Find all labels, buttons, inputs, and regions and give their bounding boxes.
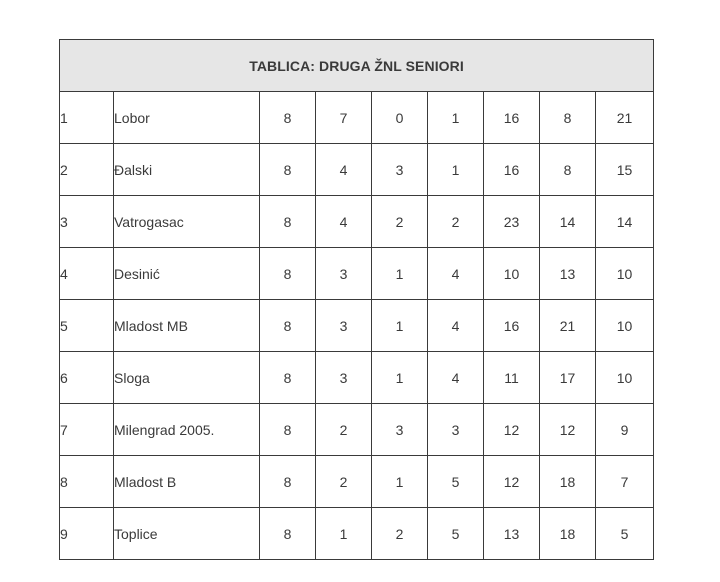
won-cell: 3 — [316, 352, 372, 404]
points-cell: 10 — [596, 248, 654, 300]
won-cell: 7 — [316, 92, 372, 144]
goals-for-cell: 12 — [484, 456, 540, 508]
played-cell: 8 — [260, 404, 316, 456]
table-row — [60, 456, 654, 508]
table-title: TABLICA: DRUGA ŽNL SENIORI — [60, 40, 654, 92]
table-row — [60, 404, 654, 456]
rank-cell: 6 — [60, 352, 114, 404]
rank-cell: 9 — [60, 508, 114, 560]
won-cell: 4 — [316, 196, 372, 248]
rank-cell: 2 — [60, 144, 114, 196]
played-cell: 8 — [260, 196, 316, 248]
lost-cell: 5 — [428, 456, 484, 508]
drawn-cell: 2 — [372, 508, 428, 560]
goals-for-cell: 23 — [484, 196, 540, 248]
points-cell: 10 — [596, 300, 654, 352]
lost-cell: 4 — [428, 352, 484, 404]
drawn-cell: 2 — [372, 196, 428, 248]
goals-against-cell: 8 — [540, 92, 596, 144]
drawn-cell: 0 — [372, 92, 428, 144]
points-cell: 7 — [596, 456, 654, 508]
drawn-cell: 1 — [372, 352, 428, 404]
goals-for-cell: 10 — [484, 248, 540, 300]
played-cell: 8 — [260, 92, 316, 144]
goals-against-cell: 14 — [540, 196, 596, 248]
drawn-cell: 3 — [372, 404, 428, 456]
team-name-cell: Sloga — [114, 352, 260, 404]
team-name-cell: Đalski — [114, 144, 260, 196]
drawn-cell: 1 — [372, 300, 428, 352]
lost-cell: 1 — [428, 92, 484, 144]
team-name-cell: Toplice — [114, 508, 260, 560]
goals-against-cell: 12 — [540, 404, 596, 456]
table-row — [60, 300, 654, 352]
goals-for-cell: 13 — [484, 508, 540, 560]
played-cell: 8 — [260, 144, 316, 196]
standings-table-container — [59, 39, 653, 560]
goals-against-cell: 18 — [540, 456, 596, 508]
rank-cell: 5 — [60, 300, 114, 352]
goals-against-cell: 18 — [540, 508, 596, 560]
goals-for-cell: 16 — [484, 92, 540, 144]
drawn-cell: 1 — [372, 456, 428, 508]
lost-cell: 2 — [428, 196, 484, 248]
table-row — [60, 144, 654, 196]
goals-against-cell: 17 — [540, 352, 596, 404]
goals-against-cell: 13 — [540, 248, 596, 300]
rank-cell: 8 — [60, 456, 114, 508]
team-name-cell: Mladost B — [114, 456, 260, 508]
team-name-cell: Lobor — [114, 92, 260, 144]
rank-cell: 1 — [60, 92, 114, 144]
points-cell: 10 — [596, 352, 654, 404]
table-row — [60, 92, 654, 144]
won-cell: 3 — [316, 248, 372, 300]
goals-for-cell: 16 — [484, 300, 540, 352]
goals-for-cell: 16 — [484, 144, 540, 196]
team-name-cell: Desinić — [114, 248, 260, 300]
standings-table — [59, 39, 654, 560]
won-cell: 3 — [316, 300, 372, 352]
team-name-cell: Mladost MB — [114, 300, 260, 352]
played-cell: 8 — [260, 300, 316, 352]
played-cell: 8 — [260, 456, 316, 508]
table-row — [60, 196, 654, 248]
goals-against-cell: 8 — [540, 144, 596, 196]
lost-cell: 4 — [428, 300, 484, 352]
table-row — [60, 248, 654, 300]
team-name-cell: Milengrad 2005. — [114, 404, 260, 456]
goals-against-cell: 21 — [540, 300, 596, 352]
points-cell: 15 — [596, 144, 654, 196]
lost-cell: 3 — [428, 404, 484, 456]
lost-cell: 4 — [428, 248, 484, 300]
team-name-cell: Vatrogasac — [114, 196, 260, 248]
won-cell: 2 — [316, 404, 372, 456]
rank-cell: 3 — [60, 196, 114, 248]
goals-for-cell: 12 — [484, 404, 540, 456]
rank-cell: 4 — [60, 248, 114, 300]
won-cell: 4 — [316, 144, 372, 196]
points-cell: 21 — [596, 92, 654, 144]
lost-cell: 1 — [428, 144, 484, 196]
goals-for-cell: 11 — [484, 352, 540, 404]
points-cell: 9 — [596, 404, 654, 456]
rank-cell: 7 — [60, 404, 114, 456]
played-cell: 8 — [260, 508, 316, 560]
points-cell: 5 — [596, 508, 654, 560]
lost-cell: 5 — [428, 508, 484, 560]
played-cell: 8 — [260, 248, 316, 300]
won-cell: 2 — [316, 456, 372, 508]
table-row — [60, 352, 654, 404]
drawn-cell: 1 — [372, 248, 428, 300]
points-cell: 14 — [596, 196, 654, 248]
drawn-cell: 3 — [372, 144, 428, 196]
table-row — [60, 508, 654, 560]
played-cell: 8 — [260, 352, 316, 404]
won-cell: 1 — [316, 508, 372, 560]
